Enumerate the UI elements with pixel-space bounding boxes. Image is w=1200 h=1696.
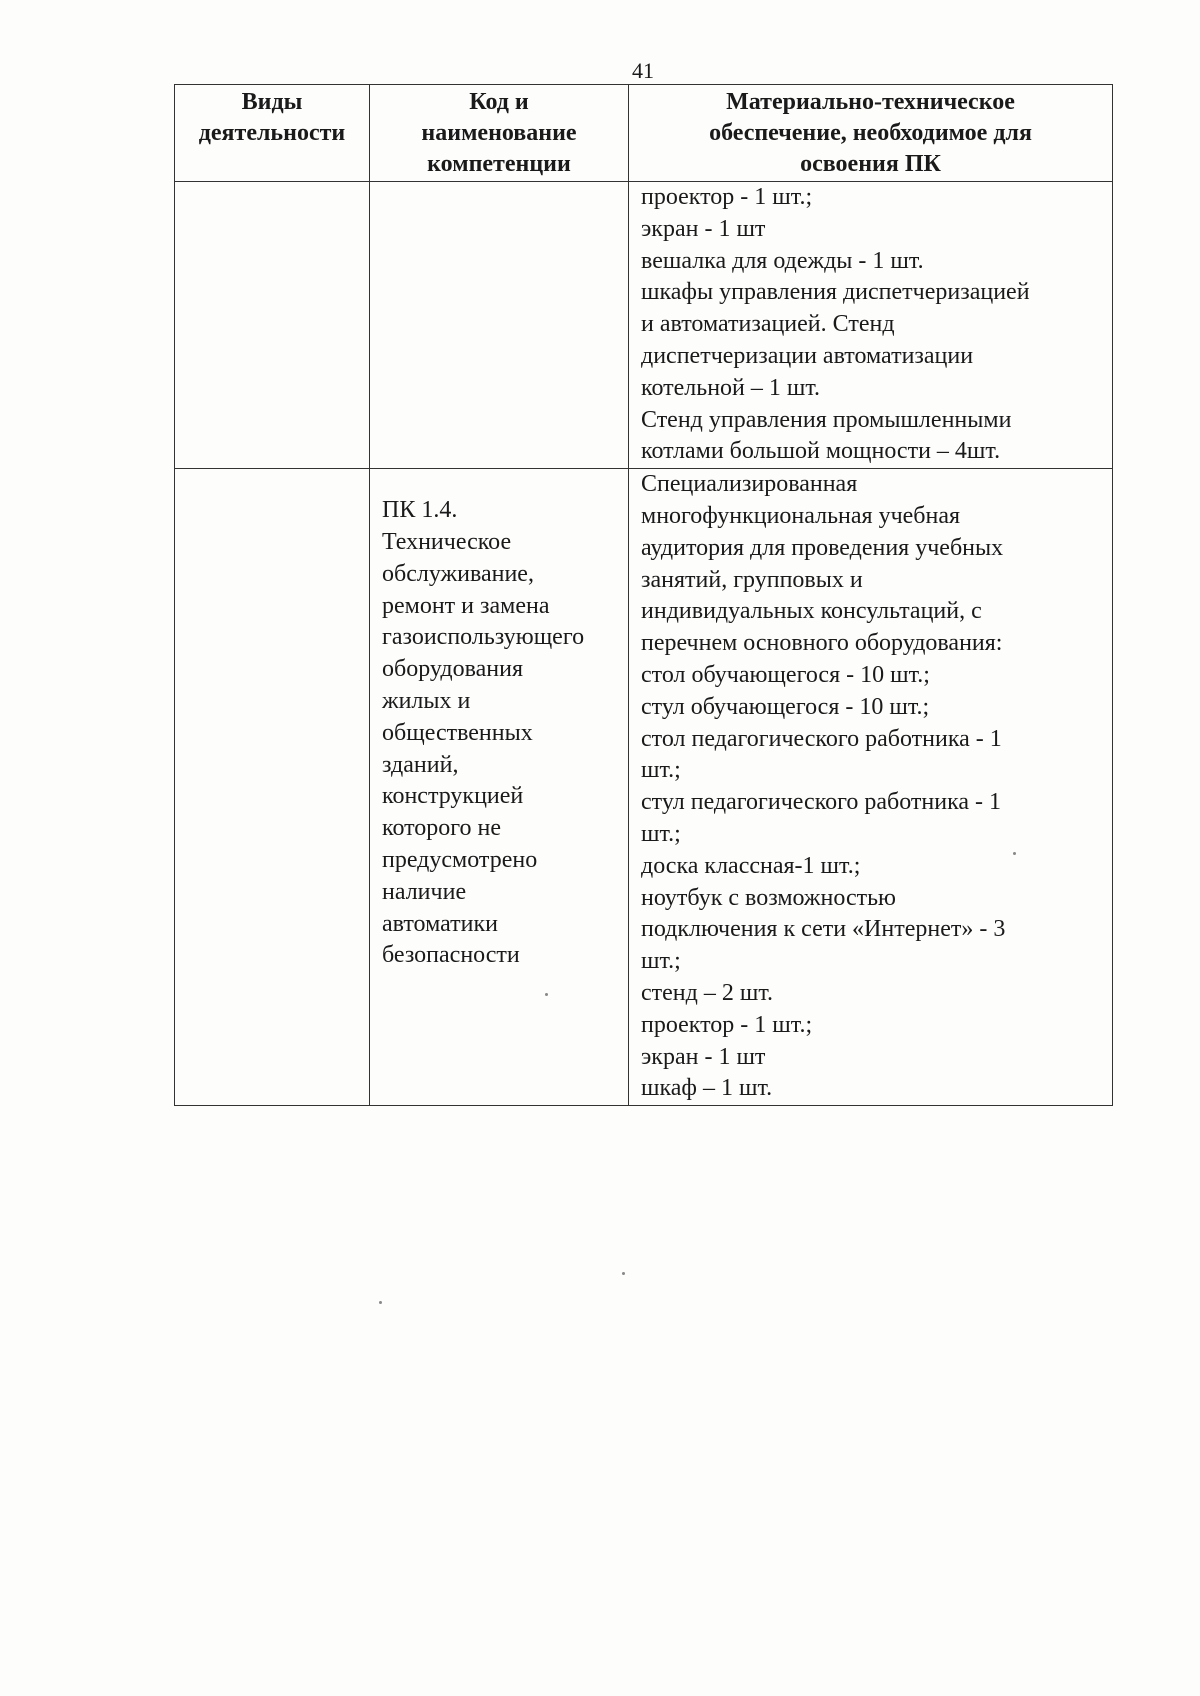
text-line: зданий, bbox=[382, 751, 459, 778]
text-line: стол обучающегося - 10 шт.; bbox=[641, 661, 930, 688]
text-line: ноутбук с возможностью bbox=[641, 884, 896, 911]
header-line: Материально-техническое bbox=[726, 89, 1015, 115]
scan-speck bbox=[1013, 852, 1016, 855]
text-line: Стенд управления промышленными bbox=[641, 406, 1012, 433]
page-number: 41 bbox=[632, 58, 654, 83]
text-line: Техническое bbox=[382, 528, 512, 555]
text-line: общественных bbox=[382, 719, 533, 746]
text-line: и автоматизацией. Стенд bbox=[641, 311, 895, 338]
text-line: перечнем основного оборудования: bbox=[641, 630, 1003, 657]
text-line: котельной – 1 шт. bbox=[641, 374, 821, 401]
text-line: экран - 1 шт bbox=[641, 215, 766, 242]
header-line: деятельности bbox=[198, 120, 346, 146]
text-line: доска классная-1 шт.; bbox=[641, 852, 861, 879]
header-line: Код и bbox=[469, 89, 529, 115]
table-header-row bbox=[175, 85, 1113, 182]
competence-pk-1-4 bbox=[370, 469, 628, 972]
text-line: газоиспользующего bbox=[382, 624, 585, 651]
scan-speck bbox=[545, 993, 548, 996]
header-line: наименование bbox=[421, 120, 577, 146]
text-line: аудитория для проведения учебных bbox=[641, 534, 1004, 561]
text-line: которого не bbox=[382, 815, 502, 842]
text-line: обслуживание, bbox=[382, 560, 534, 587]
row1-activity-cell bbox=[175, 182, 370, 469]
scan-speck bbox=[622, 1272, 625, 1275]
text-line: диспетчеризации автоматизации bbox=[641, 342, 974, 369]
equipment-table bbox=[174, 84, 1113, 1106]
text-line: жилых и bbox=[382, 687, 471, 714]
text-line: автоматики bbox=[382, 910, 498, 937]
header-line: Виды bbox=[241, 89, 303, 115]
table-row bbox=[175, 182, 1113, 469]
text-line: ПК 1.4. bbox=[382, 497, 458, 524]
text-line: экран - 1 шт bbox=[641, 1043, 766, 1070]
header-competence-code bbox=[370, 85, 629, 182]
text-line: предусмотрено bbox=[382, 846, 538, 873]
text-line: безопасности bbox=[382, 942, 520, 969]
text-line: стенд – 2 шт. bbox=[641, 979, 774, 1006]
text-line: индивидуальных консультаций, с bbox=[641, 598, 982, 625]
header-line: обеспечение, необходимое для bbox=[709, 120, 1032, 146]
text-line: котлами большой мощности – 4шт. bbox=[641, 438, 1001, 465]
text-line: стул педагогического работника - 1 bbox=[641, 789, 1002, 816]
text-line: проектор - 1 шт.; bbox=[641, 1011, 813, 1038]
text-line: шт.; bbox=[641, 948, 681, 975]
text-line: оборудования bbox=[382, 656, 523, 683]
table-row bbox=[175, 469, 1113, 1106]
text-line: шт.; bbox=[641, 757, 681, 784]
text-line: стул обучающегося - 10 шт.; bbox=[641, 693, 930, 720]
scan-speck bbox=[379, 1301, 382, 1304]
header-line: освоения ПК bbox=[800, 151, 941, 177]
text-line: шкаф – 1 шт. bbox=[641, 1075, 773, 1102]
row1-competence-cell bbox=[370, 182, 629, 469]
text-line: вешалка для одежды - 1 шт. bbox=[641, 247, 924, 274]
row2-equipment-cell bbox=[629, 469, 1113, 1106]
text-line: стол педагогического работника - 1 bbox=[641, 725, 1002, 752]
header-material-support bbox=[629, 85, 1113, 182]
text-line: подключения к сети «Интернет» - 3 bbox=[641, 916, 1006, 943]
text-line: наличие bbox=[382, 878, 467, 905]
text-line: конструкцией bbox=[382, 783, 524, 810]
row2-equipment-list bbox=[629, 469, 1112, 1105]
header-line: компетенции bbox=[427, 151, 571, 177]
text-line: Специализированная bbox=[641, 471, 858, 498]
row2-activity-cell bbox=[175, 469, 370, 1106]
text-line: многофункциональная учебная bbox=[641, 502, 961, 529]
text-line: шкафы управления диспетчеризацией bbox=[641, 279, 1030, 306]
header-activity-types bbox=[175, 85, 370, 182]
row1-equipment-cell bbox=[629, 182, 1113, 469]
text-line: проектор - 1 шт.; bbox=[641, 184, 813, 210]
text-line: шт.; bbox=[641, 820, 681, 847]
text-line: занятий, групповых и bbox=[641, 566, 863, 593]
row1-equipment-list bbox=[629, 182, 1112, 468]
text-line: ремонт и замена bbox=[382, 592, 550, 619]
row2-competence-cell bbox=[370, 469, 629, 1106]
